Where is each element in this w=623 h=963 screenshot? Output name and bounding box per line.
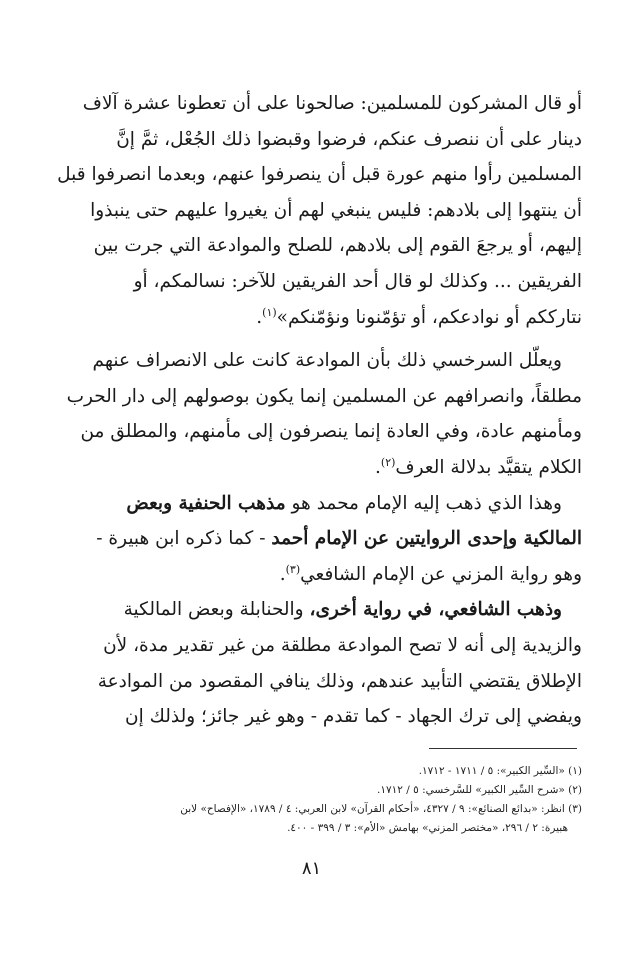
footnote-ref-2: (٢): [380, 455, 396, 469]
p3-line-3: [30, 557, 582, 593]
p3-line3-end: .: [279, 563, 286, 585]
p3-line3-text: وهو رواية المزني عن الإمام الشافعي: [300, 563, 582, 585]
p2-line-2: مطلقاً، وانصرافهم عن المسلمين إنما يكون بوصولهم إلى دار الحرب: [66, 385, 582, 407]
footnotes: [26, 762, 582, 838]
p2-line-4: [30, 450, 582, 486]
p3-line2-normal: - كما ذكره ابن هبيرة -: [96, 528, 266, 550]
p4-line-4: ويفضي إلى ترك الجهاد - كما تقدم - وهو غير جائز؛ ولذلك إن: [125, 706, 582, 728]
footnote-1: (١) «السِّير الكبير»: ٥ / ١٧١١ - ١٧١٢.: [418, 765, 582, 777]
footnote-ref-1: (١): [262, 305, 277, 319]
p3-line2-bold: المالكية وإحدى الروايتين عن الإمام أحمد: [271, 528, 582, 550]
p4-line-1: [30, 592, 582, 628]
p3-line-1: [30, 486, 582, 522]
footnote-ref-3: (٣): [285, 562, 301, 576]
p1-line-4: أن ينتهوا إلى بلادهم: فليس ينبغي لهم أن يغيروا عليهم حتى ينبذوا: [90, 199, 582, 221]
p4-line-3: الإطلاق يقتضي التأبيد عندهم، وذلك ينافي المقصود من الموادعة: [97, 670, 582, 692]
p4-bold-start: وذهب الشافعي، في رواية أخرى،: [309, 599, 562, 621]
p1-line-1: أو قال المشركون للمسلمين: صالحونا على أن تعطونا عشرة آلاف: [82, 93, 582, 114]
p1-line-2: دينار على أن ننصرف عنكم، فرضوا وقبضوا ذلك الجُعْل، ثمَّ إنَّ: [116, 128, 582, 150]
p1-last-text: نتارككم أو نوادعكم، أو تؤمّنونا ونؤمّنكم»: [276, 306, 582, 328]
paragraph-gap: [30, 335, 582, 343]
p1-line-6: الفريقين ... وكذلك لو قال أحد الفريقين للآخر: نسالمكم، أو: [133, 270, 582, 292]
p1-line-7: [30, 300, 582, 336]
p1-last-end: .: [256, 306, 263, 328]
p1-line-3: المسلمين رأوا منهم عورة قبل أن ينصرفوا عنهم، وبعدما انصرفوا قبل: [57, 164, 582, 186]
p1-line-5: إليهم، أو يرجعَ القوم إلى بلادهم، للصلح والموادعة التي جرت بين: [93, 235, 582, 257]
footnote-separator: [429, 748, 577, 749]
footnote-3-continued: هبيرة: ٢ / ٢٩٦، «مختصر المزني» بهامش «الأم»: ٣ / ٣٩٩ - ٤٠٠.: [287, 822, 568, 834]
main-text: [30, 86, 582, 735]
footnote-2: (٢) «شرح السِّير الكبير» للسَّرخسي: ٥ / ١٧١٢.: [377, 784, 582, 796]
footnote-3: (٣) انظر: «بدائع الصنائع»: ٩ / ٤٣٢٧، «أحكام القرآن» لابن العربي: ٤ / ١٧٨٩، «الإفصاح» لابن: [180, 803, 582, 815]
p2-last-end: .: [375, 456, 381, 478]
p2-line-3: ومأمنهم عادة، وفي العادة إنما ينصرفون إلى مأمنهم، والمطلق من: [80, 421, 582, 443]
p3-line1-bold: مذهب الحنفية وبعض: [126, 492, 286, 514]
p2-last-text: الكلام يتقيَّد بدلالة العرف: [395, 456, 582, 478]
p4-line1-rest: والحنابلة وبعض المالكية: [123, 599, 310, 621]
p2-line-1: ويعلّل السرخسي ذلك بأن الموادعة كانت على الانصراف عنهم: [92, 350, 562, 372]
page-number: ٨١: [301, 858, 322, 879]
p3-line-2: [30, 521, 582, 557]
p4-line-2: والزيدية إلى أنه لا تصح الموادعة مطلقة من غير تقدير مدة، لأن: [103, 634, 582, 656]
p3-line1-normal: وهذا الذي ذهب إليه الإمام محمد هو: [291, 492, 562, 514]
